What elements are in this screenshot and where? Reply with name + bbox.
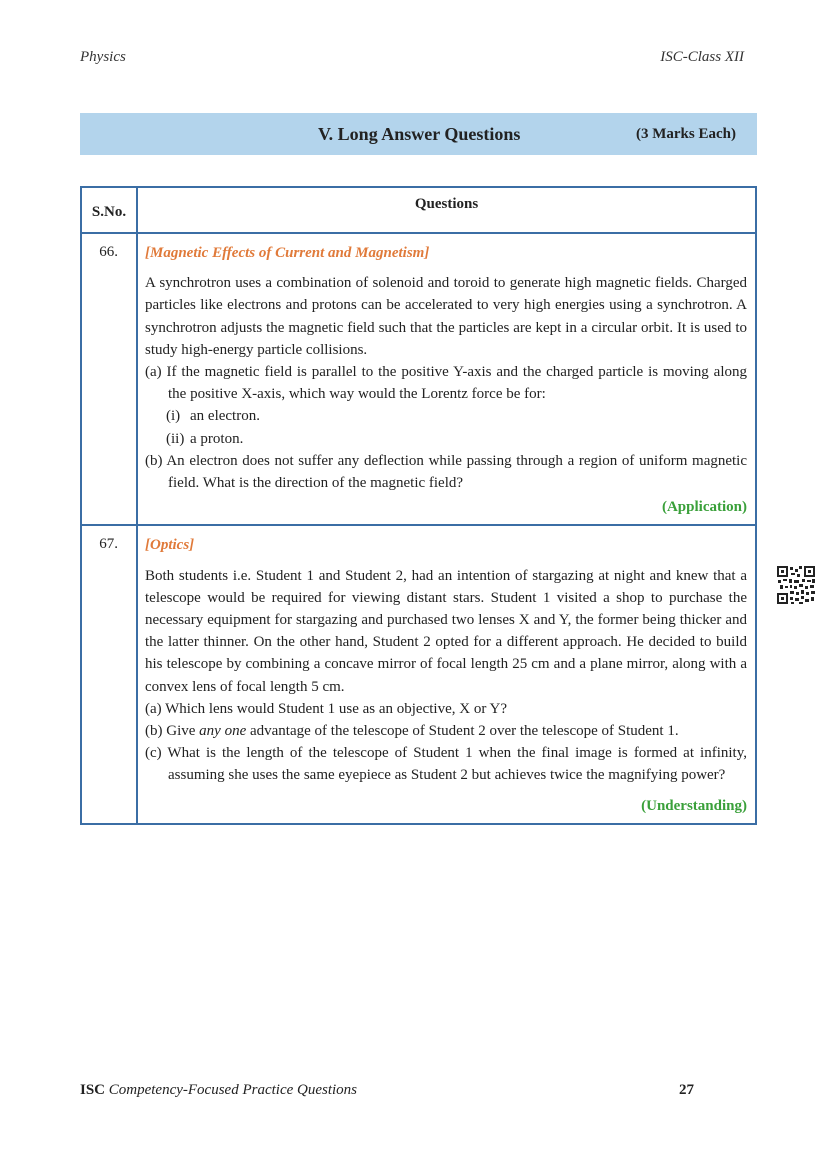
part-b-emphasis: any one [199,723,247,740]
page-number: 27 [679,1082,694,1098]
section-title: V. Long Answer Questions [318,124,521,144]
header-class: ISC-Class XII [660,49,744,65]
question-intro: Both students i.e. Student 1 and Student 2, had an intention of stargazing at night and knew that a telescope would be required for viewing distant stars. Student 1 visited a shop to purchase the necessary equipment for stargazing and purchased two lenses X and Y, the former being thicker and the latter thinner. On the other hand, Student 2 opted for a different approach. He decided to build his telescope by combining a concave mirror of focal length 25 cm and a plane mirror, along with a convex lens of focal length 5 cm. [145,567,747,695]
part-b-post: advantage of the telescope of Student 2 over the telescope of Student 1. [246,723,679,740]
question-intro: A synchrotron uses a combination of solenoid and toroid to generate high magnetic fields. Charged particles like electrons and protons can be accelerated to very high energies using a synchrotron. A synchrotron adjusts the magnetic field such that the particles are kept in a circular orbit. It is used to study high-energy particle collisions. [145,275,747,358]
question-body [137,525,756,823]
question-part-b [145,720,747,742]
question-part-b: (b) An electron does not suffer any deflection while passing through a region of uniform magnetic field. What is the direction of the magnetic field? [145,452,747,492]
footer-brand: ISC [80,1082,106,1098]
col-questions-header: Questions [137,187,756,233]
sub-label: (i) [166,408,181,425]
competency-level: (Understanding) [641,797,747,814]
question-topic: [Magnetic Effects of Current and Magnetism] [145,245,430,261]
question-part-a: (a) If the magnetic field is parallel to the positive Y-axis and the charged particle is moving along the positive X-axis, which way would the Lorentz force be for: [145,364,747,403]
question-part-c: (c) What is the length of the telescope of Student 1 when the final image is formed at infinity, assuming she uses the same eyepiece as Student 2 but achieves twice the magnifying power? [145,745,747,784]
question-number: 67. [81,525,137,823]
col-sno-header: S.No. [81,187,137,233]
question-part-a: (a) Which lens would Student 1 use as an objective, X or Y? [145,700,507,717]
question-part-a-ii [145,428,747,450]
section-banner [80,113,757,155]
section-marks: (3 Marks Each) [636,126,736,142]
table-row [81,525,756,823]
footer-title [80,1082,357,1099]
footer-book-title: Competency-Focused Practice Questions [108,1082,358,1098]
sub-text: a proton. [190,430,244,447]
header-subject: Physics [80,49,126,65]
question-number: 66. [81,233,137,525]
sub-text: an electron. [190,408,260,425]
question-topic: [Optics] [145,537,195,554]
qr-code-icon [776,565,816,605]
sub-label: (ii) [166,430,185,447]
part-b-pre: (b) Give [145,723,200,740]
question-body [137,233,756,525]
questions-table [80,186,757,825]
competency-level: (Application) [661,499,747,516]
table-header-row [81,187,756,233]
table-row [81,233,756,525]
question-part-a-i [145,405,747,427]
